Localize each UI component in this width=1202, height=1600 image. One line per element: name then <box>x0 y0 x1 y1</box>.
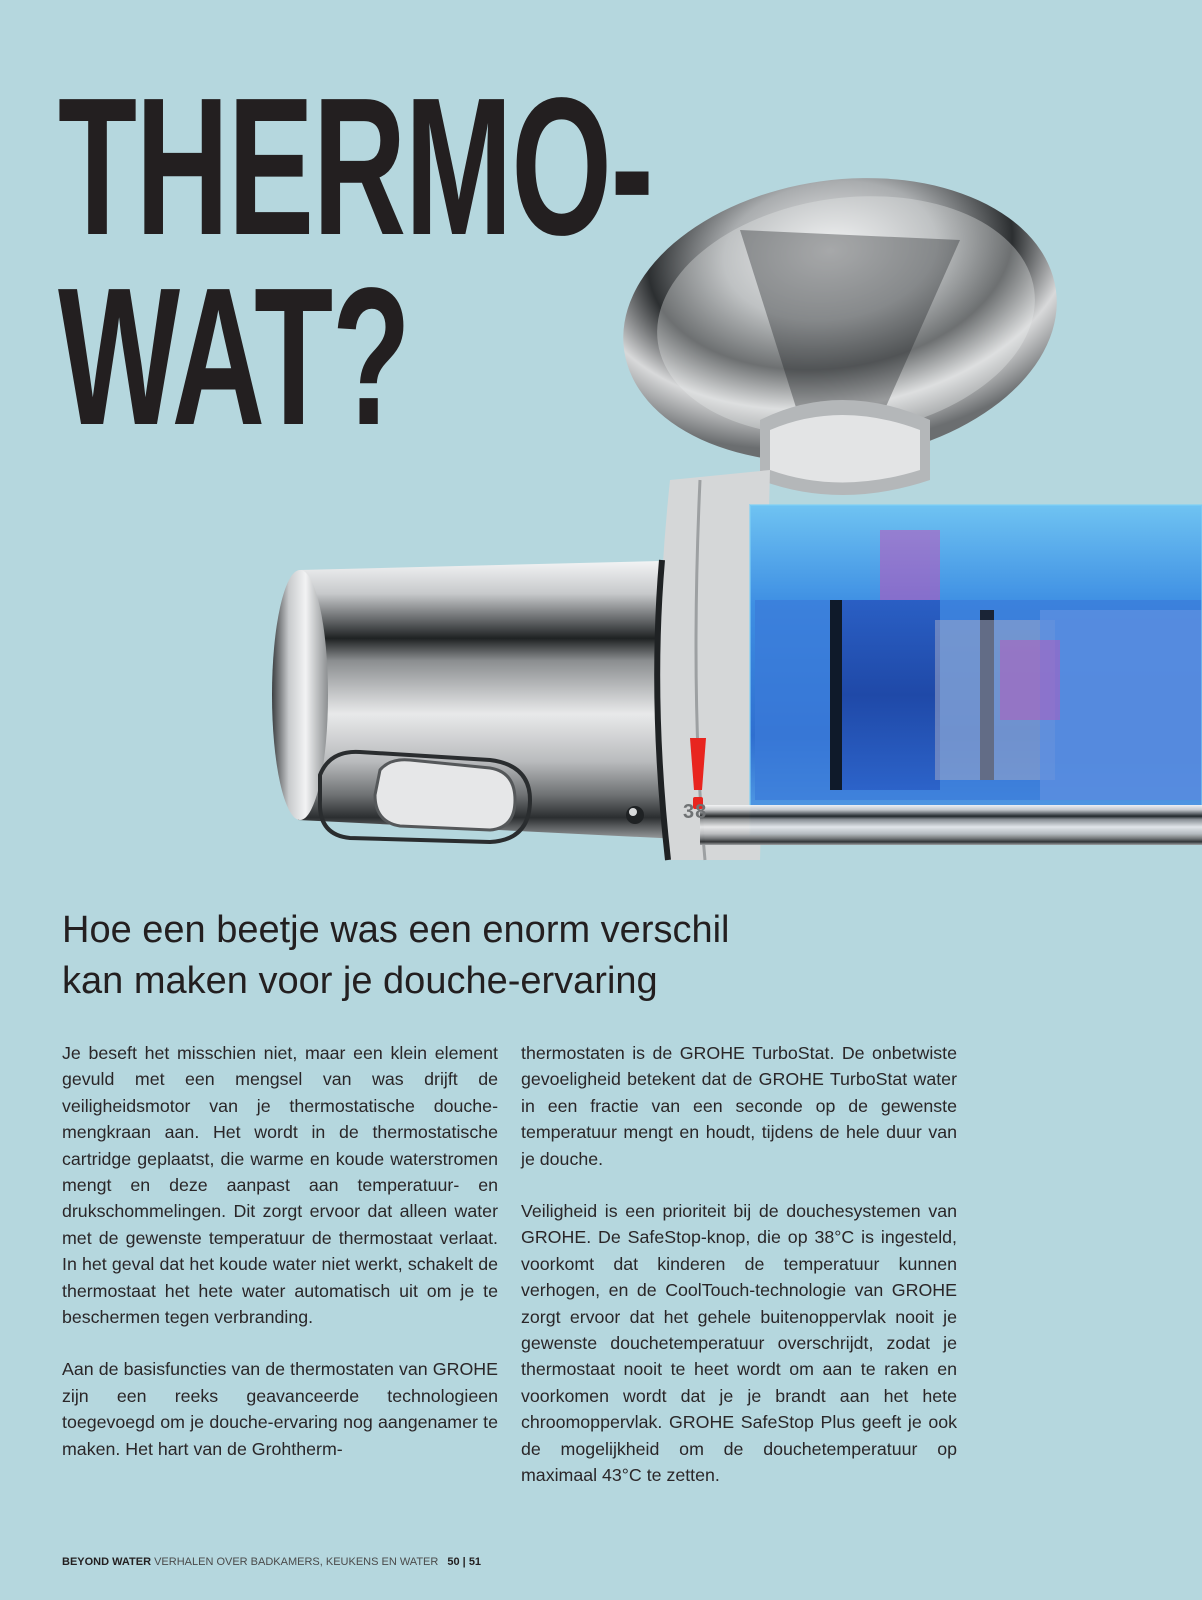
body-paragraph: Je beseft het misschien niet, maar een klein element gevuld met een mengsel van was drijft de veiligheidsmotor van je thermostatische douchemengkraan aan. Het wordt in de thermostatische cartridge geplaatst, die warme en koude waterstromen mengt en deze aanpast aan temperatuur- en drukschommelingen. Dit zorgt ervoor dat alleen water met de gewenste temperatuur de thermostaat verlaat. In het geval dat het koude water niet werkt, schakelt de thermostaat het hete water automatisch uit om je te beschermen tegen verbranding. <box>62 1043 498 1328</box>
body-paragraph: Veiligheid is een prioriteit bij de douchesystemen van GROHE. De SafeStop-knop, die op 38°C is ingesteld, voorkomt dat kinderen de temperatuur kunnen verhogen, en de CoolTouch-technologie van GROHE zorgt ervoor dat het gehele buitenoppervlak nooit je gewenste douchetemperatuur overschrijdt, zodat je thermostaat nooit te heet wordt om aan te raken en voorkomen wordt dat je je brandt aan het hete chroomoppervlak. GROHE SafeStop Plus geeft je ook de mogelijkheid om de douchetemperatuur op maximaal 43°C te zetten. <box>521 1201 957 1486</box>
subtitle-line-2: kan maken voor je douche-ervaring <box>62 960 658 1002</box>
footer-brand: BEYOND WATER <box>62 1556 152 1568</box>
dial-temperature-marking: 38 <box>683 801 708 823</box>
headline-line-2: WAT? <box>58 247 410 466</box>
headline-line-1: THERMO- <box>58 57 653 276</box>
body-paragraph: Aan de basisfuncties van de thermostaten van GROHE zijn een reeks geavanceerde technologieen toegevoegd om je douche-ervaring nog aangenamer te maken. Het hart van de Grohtherm- <box>62 1359 498 1459</box>
page-headline <box>58 57 653 466</box>
page-numbers: 50 | 51 <box>447 1556 482 1568</box>
body-column-right <box>521 1040 957 1515</box>
body-column-left <box>62 1040 498 1488</box>
page-footer <box>62 1555 481 1569</box>
footer-tagline: VERHALEN OVER BADKAMERS, KEUKENS EN WATER <box>154 1556 439 1568</box>
body-paragraph: thermostaten is de GROHE TurboStat. De onbetwiste gevoeligheid betekent dat de GROHE TurboStat water in een fractie van een seconde op de gewenste temperatuur mengt en houdt, tijdens de hele duur van je douche. <box>521 1043 957 1169</box>
subtitle-line-1: Hoe een beetje was een enorm verschil <box>62 909 730 951</box>
article-subtitle <box>62 905 962 1007</box>
